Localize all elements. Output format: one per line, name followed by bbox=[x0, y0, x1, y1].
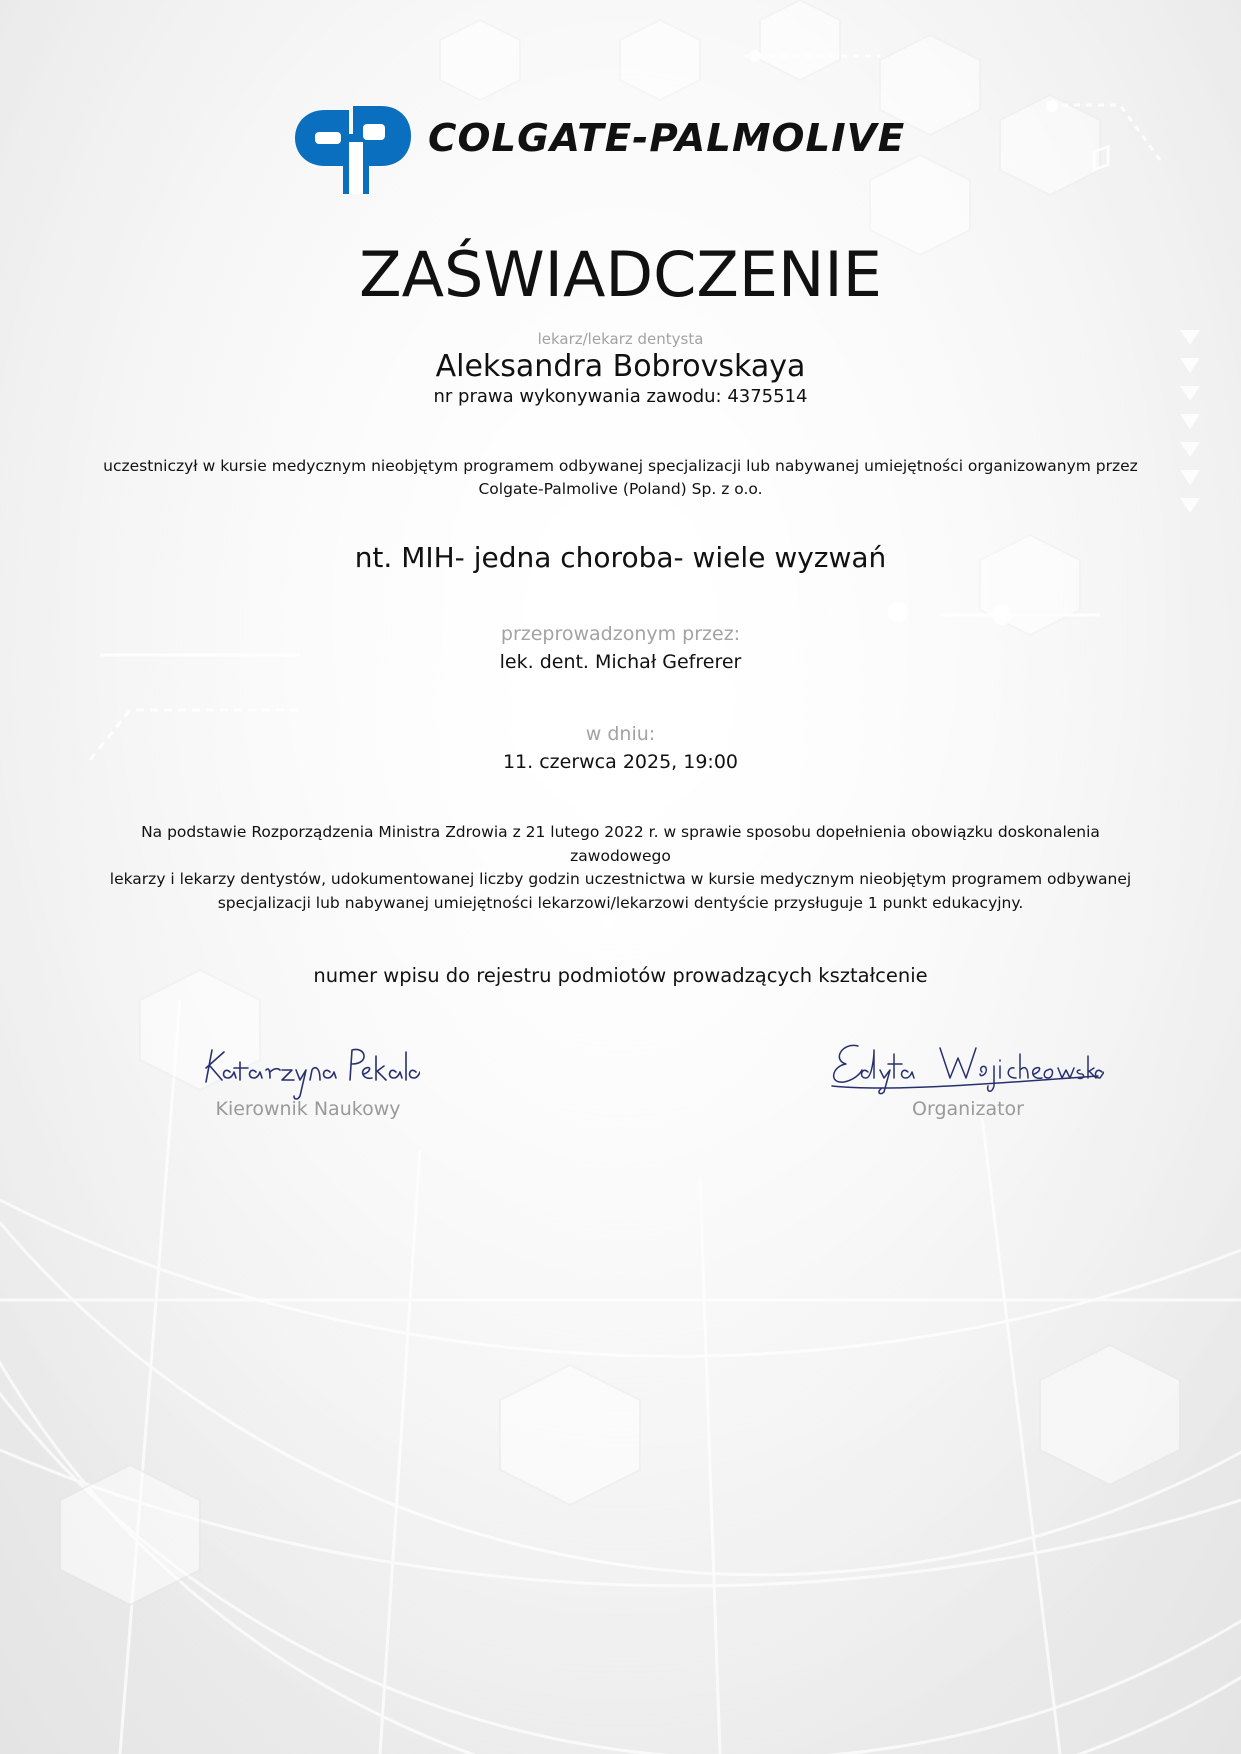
legal-line: specjalizacji lub nabywanej umiejętności lekarzowi/lekarzowi dentyście przysługuje 1 punkt edukacyjny. bbox=[217, 893, 1024, 912]
signer-role-left: Kierownik Naukowy bbox=[215, 1098, 401, 1120]
date-label: w dniu: bbox=[585, 723, 656, 745]
registry-number-label: numer wpisu do rejestru podmiotów prowadzących kształcenie bbox=[313, 964, 928, 987]
colgate-palmolive-icon bbox=[293, 106, 413, 194]
conducted-by-name: lek. dent. Michał Gefrerer bbox=[499, 651, 742, 673]
signature-left bbox=[200, 1036, 420, 1102]
legal-line: lekarzy i lekarzy dentystów, udokumentowanej liczby godzin uczestnictwa w kursie medycznym nieobjętym programem odbywanej bbox=[109, 870, 1132, 888]
license-number: nr prawa wykonywania zawodu: 4375514 bbox=[433, 386, 808, 407]
certificate-title: ZAŚWIADCZENIE bbox=[359, 238, 882, 311]
signature-right bbox=[828, 1036, 1104, 1098]
participation-description bbox=[100, 455, 1141, 501]
description-line: uczestniczył w kursie medycznym nieobjętym programem odbywanej specjalizacji lub nabywanej umiejętności organizowanym przez bbox=[103, 457, 1138, 475]
brand-logo bbox=[293, 106, 953, 194]
brand-name: COLGATE-PALMOLIVE bbox=[428, 116, 906, 160]
course-topic: nt. MIH- jedna choroba- wiele wyzwań bbox=[354, 541, 887, 574]
participant-name: Aleksandra Bobrovskaya bbox=[435, 349, 806, 384]
signer-role-right: Organizator bbox=[912, 1098, 1024, 1120]
course-date: 11. czerwca 2025, 19:00 bbox=[502, 751, 739, 773]
conducted-by-label: przeprowadzonym przez: bbox=[500, 623, 741, 645]
legal-basis bbox=[96, 821, 1145, 915]
participant-role: lekarz/lekarz dentysta bbox=[537, 330, 704, 348]
description-line: Colgate-Palmolive (Poland) Sp. z o.o. bbox=[478, 480, 763, 498]
legal-line: Na podstawie Rozporządzenia Ministra Zdrowia z 21 lutego 2022 r. w sprawie sposobu dopełnienia obowiązku doskonalenia zawodowego bbox=[141, 823, 1100, 865]
